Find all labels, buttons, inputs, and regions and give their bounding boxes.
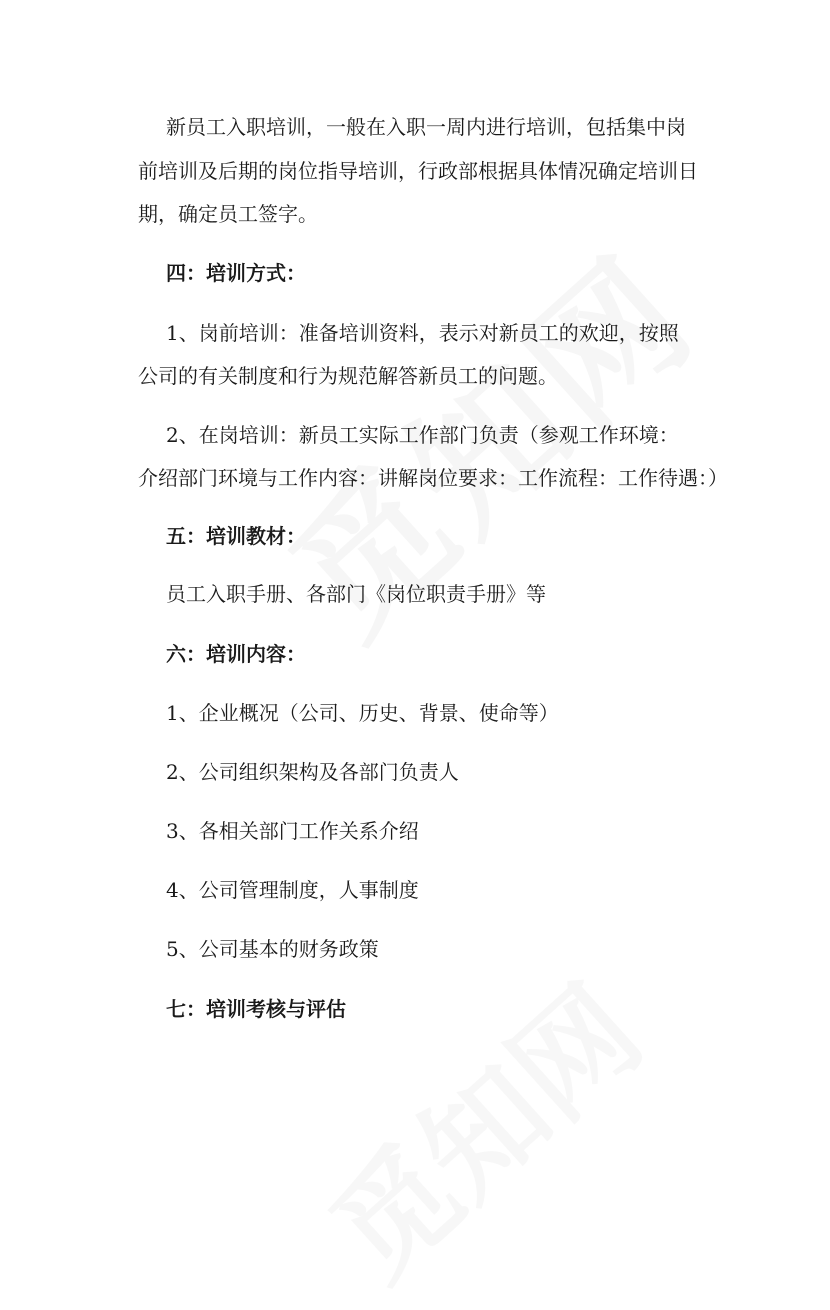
section-heading-training-materials: 五：培训教材： [166, 524, 306, 548]
training-content-item: 1、企业概况（公司、历史、背景、使命等） [166, 701, 559, 725]
section-heading-training-method: 四：培训方式： [166, 261, 306, 285]
training-content-item: 2、公司组织架构及各部门负责人 [166, 760, 459, 784]
section-heading-training-content: 六：培训内容： [166, 642, 306, 666]
training-method-item: 1、岗前培训：准备培训资料，表示对新员工的欢迎，按照 [166, 321, 679, 345]
training-materials-text: 员工入职手册、各部门《岗位职责手册》等 [166, 582, 546, 606]
training-method-item-continued: 公司的有关制度和行为规范解答新员工的问题。 [138, 364, 558, 388]
intro-paragraph-line: 新员工入职培训，一般在入职一周内进行培训，包括集中岗 [166, 115, 686, 139]
training-method-item: 2、在岗培训：新员工实际工作部门负责（参观工作环境： [166, 423, 679, 447]
section-heading-training-assessment: 七：培训考核与评估 [166, 997, 346, 1021]
intro-paragraph-line: 期，确定员工签字。 [138, 202, 318, 226]
training-content-item: 3、各相关部门工作关系介绍 [166, 819, 419, 843]
training-content-item: 5、公司基本的财务政策 [166, 937, 379, 961]
training-content-item: 4、公司管理制度，人事制度 [166, 878, 419, 902]
intro-paragraph-line: 前培训及后期的岗位指导培训，行政部根据具体情况确定培训日 [138, 159, 698, 183]
training-method-item-continued: 介绍部门环境与工作内容：讲解岗位要求：工作流程：工作待遇：） [138, 466, 728, 490]
